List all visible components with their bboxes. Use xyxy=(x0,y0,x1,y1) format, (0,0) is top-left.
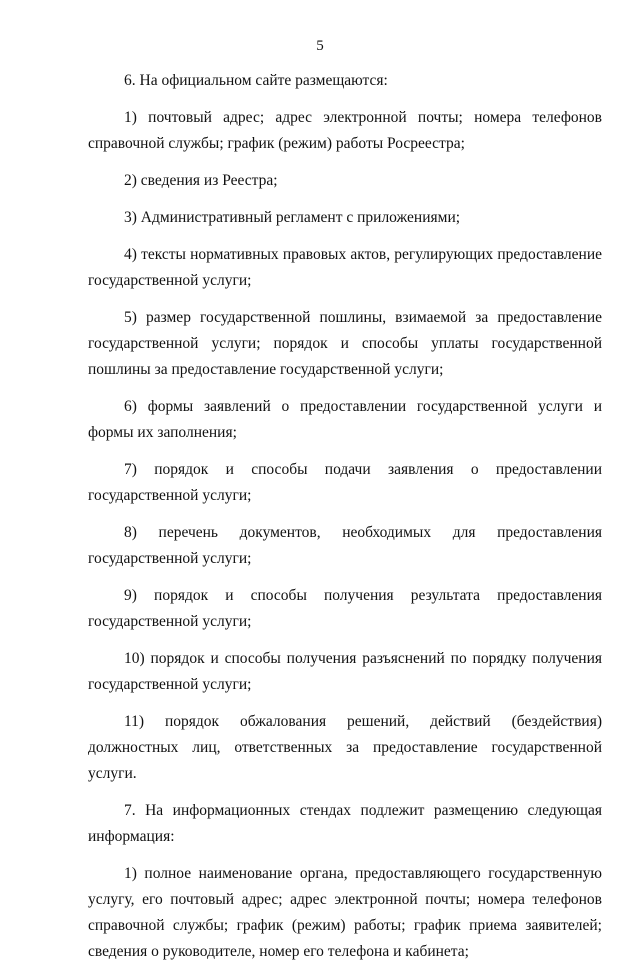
paragraph-6-item-10: 10) порядок и способы получения разъяснений по порядку получения государственной услуги; xyxy=(88,650,602,693)
paragraph-6-item-3: 3) Административный регламент с приложениями; xyxy=(124,209,461,226)
paragraph-6-item-1: 1) почтовый адрес; адрес электронной почты; номера телефонов справочной службы; график (режим) работы Росреестра; xyxy=(88,109,602,152)
paragraph-6-item-8: 8) перечень документов, необходимых для предоставления государственной услуги; xyxy=(88,524,602,567)
paragraph-6-item-5: 5) размер государственной пошлины, взимаемой за предоставление государственной услуги; порядок и способы уплаты государственной пошлины за предоставление государственной услуги; xyxy=(88,309,602,378)
paragraph-6-item-7: 7) порядок и способы подачи заявления о предоставлении государственной услуги; xyxy=(88,461,602,504)
paragraph-section-6-heading: 6. На официальном сайте размещаются: xyxy=(124,72,388,89)
document-body xyxy=(88,68,602,965)
paragraph-7-item-1: 1) полное наименование органа, предоставляющего государственную услугу, его почтовый адрес; адрес электронной почты; номера телефонов справочной службы; график (режим) работы; график приема заявителей; сведения о руководителе, номер его телефона и кабинета; xyxy=(88,865,602,960)
paragraph-6-item-6: 6) формы заявлений о предоставлении государственной услуги и формы их заполнения; xyxy=(88,398,602,441)
paragraph-6-item-11: 11) порядок обжалования решений, действий (бездействия) должностных лиц, ответственных за предоставление государственной услуги. xyxy=(88,713,602,782)
page-number: 5 xyxy=(316,38,324,54)
paragraph-6-item-4: 4) тексты нормативных правовых актов, регулирующих предоставление государственной услуги; xyxy=(88,246,602,289)
paragraph-6-item-2: 2) сведения из Реестра; xyxy=(124,172,278,189)
paragraph-6-item-9: 9) порядок и способы получения результата предоставления государственной услуги; xyxy=(88,587,602,630)
paragraph-section-7-heading: 7. На информационных стендах подлежит размещению следующая информация: xyxy=(88,802,602,845)
